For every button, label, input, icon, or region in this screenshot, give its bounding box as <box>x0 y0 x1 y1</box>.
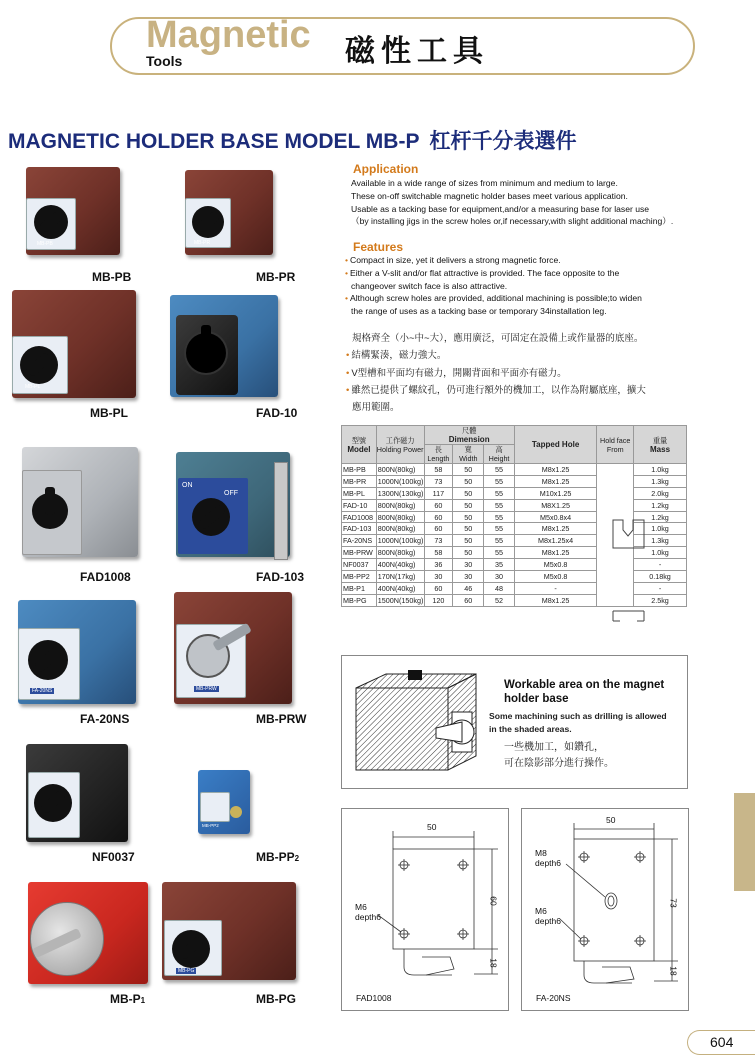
product-label: FAD-10 <box>256 406 298 420</box>
workable-subtitle: Some machining such as drilling is allowed in the shaded areas. <box>489 711 667 734</box>
product-label: MB-PRW <box>256 712 307 726</box>
table-cell: M5x0.8 <box>514 559 597 571</box>
table-cell: 55 <box>484 487 514 499</box>
table-cell: FAD-103 <box>342 523 377 535</box>
table-row <box>342 571 687 583</box>
application-heading: Application <box>353 162 419 176</box>
table-cell: 58 <box>424 547 453 559</box>
table-cell: 35 <box>484 559 514 571</box>
table-cell: 36 <box>424 559 453 571</box>
product-face-text: MB-PP2 <box>202 823 219 828</box>
table-cell: 120 <box>424 594 453 606</box>
table-cell: 50 <box>453 487 484 499</box>
product-label: FAD-103 <box>256 570 305 584</box>
table-cell: FA-20NS <box>342 535 377 547</box>
table-cell: 50 <box>453 547 484 559</box>
product-mb-pg <box>160 880 300 988</box>
table-cell: 55 <box>484 511 514 523</box>
table-cell: 1000N(100kg) <box>377 476 424 486</box>
product-face-text: MB-PR <box>194 240 211 246</box>
table-cell: 55 <box>484 464 514 476</box>
table-cell: 46 <box>453 582 484 594</box>
table-cell: 1500N(150kg) <box>377 595 424 605</box>
product-face-text: MB-PG <box>178 968 195 974</box>
table-cell: MB-PR <box>342 475 377 487</box>
table-cell: 73 <box>424 475 453 487</box>
product-face-text: MB-PL <box>25 384 41 390</box>
table-row <box>342 475 687 487</box>
table-cell: M10x1.25 <box>514 487 597 499</box>
product-mb-pl <box>10 288 142 406</box>
table-cell: 1.3kg <box>634 535 687 547</box>
table-cell: 1.2kg <box>634 499 687 511</box>
fa-20ns-height-dim: 73 <box>668 898 679 908</box>
table-cell: M8x1.25 <box>514 475 597 487</box>
header-length: 長 Length <box>424 445 453 464</box>
table-cell: 48 <box>484 582 514 594</box>
table-cell: - <box>634 582 687 594</box>
table-cell: 1.0kg <box>634 547 687 559</box>
table-cell: 55 <box>484 499 514 511</box>
table-cell: M8x1.25 <box>514 594 597 606</box>
fa-20ns-width-dim: 50 <box>606 815 616 825</box>
table-cell: M5x0.8 <box>514 571 597 583</box>
table-cell: FAD1008 <box>342 511 377 523</box>
fad1008-hole-note: M6 depth6 <box>355 902 381 922</box>
table-cell: 1.2kg <box>634 511 687 523</box>
v-slit-face-icon <box>610 510 647 555</box>
product-mb-pr <box>183 168 293 263</box>
table-cell: MB-PRW <box>342 547 377 559</box>
table-cell: 73 <box>424 535 453 547</box>
product-mb-p1 <box>26 880 154 988</box>
application-text: Available in a wide range of sizes from minimum and medium to large. These on-off switchable magnetic holder bases meet various application. Usable as a tacking base for equipment,and/or a measuring base for laser use （by installing jigs in the screw holes or,if necessary,with slight additional maching）. <box>351 178 674 227</box>
table-row <box>342 582 687 594</box>
table-cell: MB-PB <box>342 464 377 476</box>
page-title <box>8 125 576 155</box>
product-face-text: FA-20NS <box>32 688 53 694</box>
product-mb-pp2 <box>196 768 256 840</box>
header-height: 高 Height <box>484 445 514 464</box>
header-hold-face: Hold face From <box>597 426 634 464</box>
side-tab <box>734 793 755 891</box>
table-cell: M8x1.25 <box>514 464 597 476</box>
header-holding: 工作磁力 Holding Power <box>376 426 424 464</box>
table-row <box>342 464 687 476</box>
table-cell: 55 <box>484 523 514 535</box>
table-cell: 50 <box>453 535 484 547</box>
table-cell: 30 <box>453 571 484 583</box>
table-cell: 50 <box>453 475 484 487</box>
table-cell: 400N(40kg) <box>376 582 424 594</box>
header-mass: 重量 Mass <box>634 426 687 464</box>
product-label: MB-PB <box>92 270 132 284</box>
table-cell: M8x1.25 <box>514 547 597 559</box>
table-cell: - <box>634 559 687 571</box>
table-cell: 60 <box>453 594 484 606</box>
workable-title: Workable area on the magnet holder base <box>504 679 665 705</box>
fad1008-width-dim: 50 <box>427 822 437 832</box>
fad1008-caption: FAD1008 <box>356 993 392 1003</box>
table-cell: 0.18kg <box>634 571 687 583</box>
fa-20ns-hole-note-b: M6 depth6 <box>535 906 561 926</box>
table-cell: MB-PG <box>342 594 377 606</box>
table-cell: 60 <box>424 499 453 511</box>
table-cell: M5x0.8x4 <box>514 511 597 523</box>
product-label: MB-PL <box>90 406 128 420</box>
table-cell: MB-PP2 <box>342 571 377 583</box>
product-face-text: MB-PB <box>37 241 53 247</box>
table-cell: M8X1.25 <box>514 499 597 511</box>
page-title-cn: 杠杆千分表選件 <box>429 130 577 153</box>
header-title: Magnetic <box>146 14 311 56</box>
table-cell: 50 <box>453 499 484 511</box>
table-cell: 50 <box>453 511 484 523</box>
flat-face-icon <box>610 603 647 627</box>
fa-20ns-caption: FA-20NS <box>536 993 571 1003</box>
product-fa-20ns <box>16 598 141 710</box>
table-cell: 400N(40kg) <box>376 559 424 571</box>
table-cell: 1.0kg <box>634 523 687 535</box>
features-text: • Compact in size, yet it delivers a strong magnetic force. • Either a V-slit and/or flat attractive is provided. The face opposite to the changeover switch face is also attractive. • Although screw holes are provided, additional machining is possible;to widen the range of uses as a tacking base or temporary 34installation leg. <box>345 255 642 317</box>
product-mb-pb <box>24 165 134 265</box>
header-chinese-title: 磁性工具 <box>345 35 489 68</box>
table-cell: NF0037 <box>342 559 377 571</box>
workable-chinese: 一些機加工，如鑽孔， 可在陰影部分進行操作。 <box>504 742 614 769</box>
table-cell: M8x1.25 <box>514 523 597 535</box>
product-face-off: OFF <box>224 490 238 497</box>
product-label: MB-P1 <box>110 992 146 1006</box>
product-label: MB-PR <box>256 270 296 284</box>
product-label: NF0037 <box>92 850 135 864</box>
page-number: 604 <box>687 1030 755 1055</box>
table-cell: 800N(80kg) <box>376 547 424 559</box>
table-cell: MB-PL <box>342 487 377 499</box>
table-cell: 170N(17kg) <box>376 571 424 583</box>
table-cell: 30 <box>424 571 453 583</box>
table-cell: 50 <box>453 523 484 535</box>
fad1008-height-dim: 60 <box>488 896 499 906</box>
fad1008-base-dim: 18 <box>488 958 499 968</box>
table-cell: 1300N(130kg) <box>377 488 424 498</box>
header-tapped-hole: Tapped Hole <box>514 426 597 464</box>
header-subtitle: Tools <box>146 53 183 69</box>
table-cell: 2.5kg <box>634 594 687 606</box>
fa-20ns-hole-note-a: M8 depth6 <box>535 848 561 868</box>
product-fad-10 <box>168 293 283 405</box>
table-cell: 1.3kg <box>634 475 687 487</box>
product-label: FAD1008 <box>80 570 131 584</box>
table-cell: 1.0kg <box>634 464 687 476</box>
table-cell: 800N(80kg) <box>376 523 424 535</box>
header-width: 寬 Width <box>453 445 484 464</box>
table-row <box>342 487 687 499</box>
table-cell: 55 <box>484 475 514 487</box>
product-face-on: ON <box>182 482 193 489</box>
product-fad-103 <box>174 450 294 565</box>
table-cell: 50 <box>453 464 484 476</box>
table-cell: M8x1.25x4 <box>514 535 597 547</box>
features-heading: Features <box>353 240 404 254</box>
header-dimension: 尺體 Dimension <box>424 426 514 445</box>
table-cell: 58 <box>424 464 453 476</box>
workable-area-drawing <box>348 668 483 780</box>
table-cell: 52 <box>484 594 514 606</box>
table-cell: 30 <box>484 571 514 583</box>
product-mb-prw <box>172 590 297 710</box>
product-label: MB-PG <box>256 992 296 1006</box>
product-fad1008 <box>20 445 145 563</box>
table-cell: 60 <box>424 511 453 523</box>
page-title-en: MAGNETIC HOLDER BASE MODEL MB-P <box>8 130 420 153</box>
fa-20ns-base-dim: 18 <box>668 966 679 976</box>
table-cell: 55 <box>484 535 514 547</box>
product-label: FA-20NS <box>80 712 130 726</box>
table-cell: 1000N(100kg) <box>377 536 424 546</box>
table-cell: - <box>514 582 597 594</box>
table-cell: 55 <box>484 547 514 559</box>
table-cell: 800N(80kg) <box>376 464 424 476</box>
product-nf0037 <box>24 742 134 847</box>
table-cell: 800N(80kg) <box>376 511 424 523</box>
product-label: MB-PP2 <box>256 850 300 864</box>
table-cell: MB-P1 <box>342 582 377 594</box>
product-face-text: MB-PRW <box>196 686 217 692</box>
table-cell: 60 <box>424 523 453 535</box>
table-cell: FAD-10 <box>342 499 377 511</box>
table-cell: 30 <box>453 559 484 571</box>
table-cell: 117 <box>424 487 453 499</box>
features-text-cn: 規格齊全（小~中~大），應用廣泛，可固定在設備上或作量器的底座。 • 結構緊湊，磁力強大。 • V型槽和平面均有磁力，開關背面和平面亦有磁力。 • 雖然已提供了螺紋孔，仍可進行額外的機加工，以作為附屬底座，擴大 應用範圍。 <box>346 333 646 414</box>
table-cell: 800N(80kg) <box>376 499 424 511</box>
header-model: 型號 Model <box>342 426 377 464</box>
table-cell: 2.0kg <box>634 487 687 499</box>
table-cell: 60 <box>424 582 453 594</box>
table-row <box>342 559 687 571</box>
